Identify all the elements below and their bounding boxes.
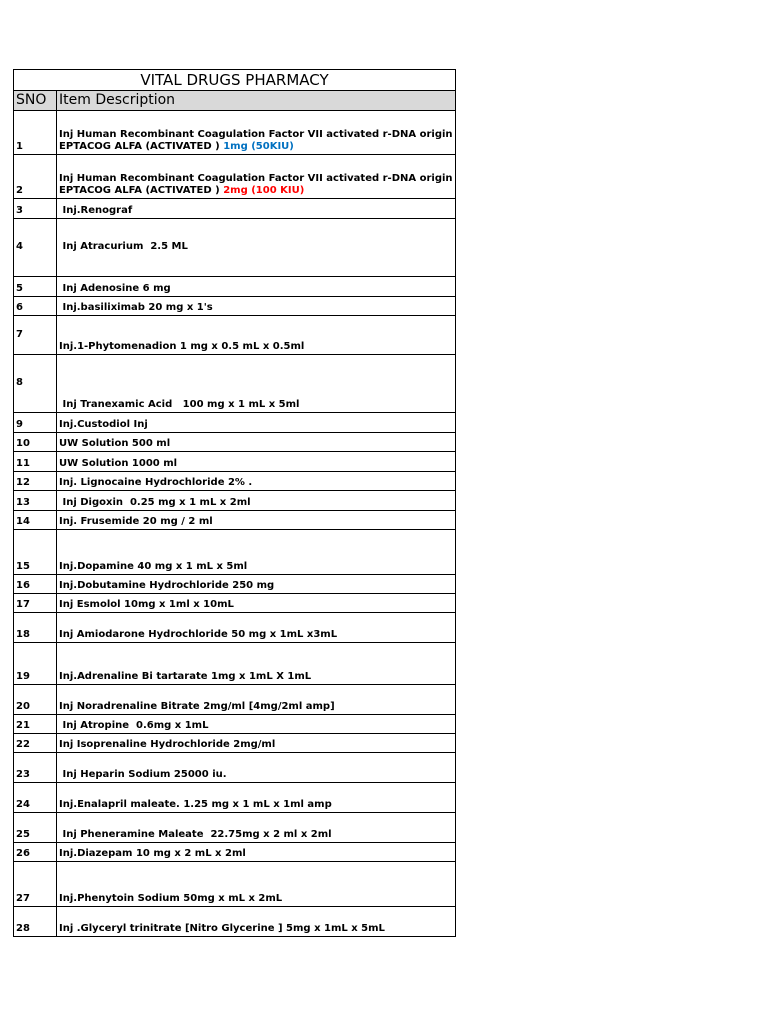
row-sno: 18 <box>14 613 57 643</box>
row-description: Inj.Custodiol Inj <box>57 413 456 433</box>
row-sno: 1 <box>14 111 57 155</box>
row-sno: 3 <box>14 199 57 219</box>
row-description: Inj Tranexamic Acid 100 mg x 1 mL x 5ml <box>57 355 456 413</box>
table-row <box>14 219 456 277</box>
row-sno: 9 <box>14 413 57 433</box>
row-sno: 2 <box>14 155 57 199</box>
row-description: Inj .Glyceryl trinitrate [Nitro Glycerine ] 5mg x 1mL x 5mL <box>57 907 456 937</box>
row-sno: 21 <box>14 715 57 734</box>
table-row <box>14 433 456 452</box>
row-description <box>57 155 456 199</box>
row-description: Inj Esmolol 10mg x 1ml x 10mL <box>57 594 456 613</box>
row-description: Inj.Enalapril maleate. 1.25 mg x 1 mL x 1ml amp <box>57 783 456 813</box>
row-description: Inj.1-Phytomenadion 1 mg x 0.5 mL x 0.5ml <box>57 316 456 355</box>
table-row <box>14 575 456 594</box>
row-sno: 13 <box>14 491 57 511</box>
row-sno: 7 <box>14 316 57 355</box>
column-header-item-description: Item Description <box>57 91 456 111</box>
row-sno: 8 <box>14 355 57 413</box>
column-header-sno: SNO <box>14 91 57 111</box>
row-description: Inj. Lignocaine Hydrochloride 2% . <box>57 472 456 491</box>
table-row <box>14 316 456 355</box>
row-description: Inj.Diazepam 10 mg x 2 mL x 2ml <box>57 843 456 862</box>
row-sno: 25 <box>14 813 57 843</box>
header-row <box>14 91 456 111</box>
row-sno: 22 <box>14 734 57 753</box>
table-row <box>14 199 456 219</box>
row-description: Inj Atropine 0.6mg x 1mL <box>57 715 456 734</box>
table-row <box>14 111 456 155</box>
row-description-line1: Inj Human Recombinant Coagulation Factor VII activated r-DNA origin <box>59 173 453 184</box>
row-description <box>57 111 456 155</box>
row-description: Inj.Phenytoin Sodium 50mg x mL x 2mL <box>57 862 456 907</box>
table-row <box>14 862 456 907</box>
row-sno: 12 <box>14 472 57 491</box>
row-description: Inj Heparin Sodium 25000 iu. <box>57 753 456 783</box>
title-row <box>14 70 456 91</box>
row-description: UW Solution 500 ml <box>57 433 456 452</box>
row-description: Inj.basiliximab 20 mg x 1's <box>57 297 456 316</box>
table-row <box>14 843 456 862</box>
row-strength-highlight: 2mg (100 KIU) <box>223 185 305 196</box>
table-row <box>14 685 456 715</box>
sheet-title: VITAL DRUGS PHARMACY <box>14 70 456 91</box>
table-row <box>14 413 456 433</box>
row-description: Inj Atracurium 2.5 ML <box>57 219 456 277</box>
table-row <box>14 472 456 491</box>
table-row <box>14 715 456 734</box>
row-description: Inj.Adrenaline Bi tartarate 1mg x 1mL X 1mL <box>57 643 456 685</box>
table-row <box>14 643 456 685</box>
row-description: Inj. Frusemide 20 mg / 2 ml <box>57 511 456 530</box>
table-row <box>14 530 456 575</box>
row-sno: 5 <box>14 277 57 297</box>
table-row <box>14 355 456 413</box>
table-row <box>14 491 456 511</box>
row-sno: 10 <box>14 433 57 452</box>
row-description: Inj Digoxin 0.25 mg x 1 mL x 2ml <box>57 491 456 511</box>
table-row <box>14 297 456 316</box>
row-description: Inj Pheneramine Maleate 22.75mg x 2 ml x 2ml <box>57 813 456 843</box>
row-sno: 14 <box>14 511 57 530</box>
row-sno: 16 <box>14 575 57 594</box>
table-row <box>14 277 456 297</box>
table-row <box>14 613 456 643</box>
row-description: Inj Noradrenaline Bitrate 2mg/ml [4mg/2ml amp] <box>57 685 456 715</box>
drug-list-table <box>13 69 456 937</box>
row-sno: 17 <box>14 594 57 613</box>
table-row <box>14 734 456 753</box>
row-sno: 4 <box>14 219 57 277</box>
row-description-line2: EPTACOG ALFA (ACTIVATED ) <box>59 141 224 152</box>
row-sno: 6 <box>14 297 57 316</box>
table-row <box>14 907 456 937</box>
row-description: Inj Adenosine 6 mg <box>57 277 456 297</box>
row-sno: 24 <box>14 783 57 813</box>
table-row <box>14 511 456 530</box>
table-row <box>14 783 456 813</box>
row-description: Inj Isoprenaline Hydrochloride 2mg/ml <box>57 734 456 753</box>
table-row <box>14 594 456 613</box>
row-description: Inj Amiodarone Hydrochloride 50 mg x 1mL x3mL <box>57 613 456 643</box>
row-sno: 26 <box>14 843 57 862</box>
row-description: Inj.Dopamine 40 mg x 1 mL x 5ml <box>57 530 456 575</box>
row-description: UW Solution 1000 ml <box>57 452 456 472</box>
row-sno: 27 <box>14 862 57 907</box>
row-sno: 15 <box>14 530 57 575</box>
table-row <box>14 753 456 783</box>
row-description: Inj.Dobutamine Hydrochloride 250 mg <box>57 575 456 594</box>
row-sno: 28 <box>14 907 57 937</box>
row-description: Inj.Renograf <box>57 199 456 219</box>
row-strength-highlight: 1mg (50KIU) <box>223 141 294 152</box>
row-description-line2: EPTACOG ALFA (ACTIVATED ) <box>59 185 224 196</box>
row-sno: 23 <box>14 753 57 783</box>
row-sno: 20 <box>14 685 57 715</box>
row-sno: 19 <box>14 643 57 685</box>
row-description-line1: Inj Human Recombinant Coagulation Factor VII activated r-DNA origin <box>59 129 453 140</box>
table-row <box>14 155 456 199</box>
table-row <box>14 452 456 472</box>
row-sno: 11 <box>14 452 57 472</box>
table-row <box>14 813 456 843</box>
